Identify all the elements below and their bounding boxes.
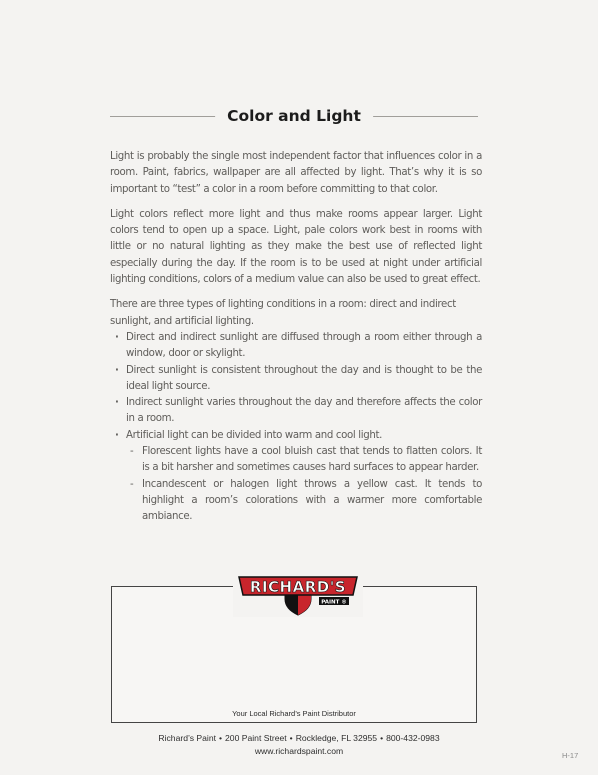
bullet-item: · Direct sunlight is consistent throughout the day and is thought to be the ideal light source.: [110, 363, 482, 396]
footer-separator: •: [219, 733, 223, 743]
article-body: [110, 149, 482, 526]
sub-bullet-item: - Florescent lights have a cool bluish cast that tends to flatten colors. It is a bit harsher and sometimes causes hard surfaces to appear harder.: [126, 444, 482, 477]
bullet-item: [110, 428, 482, 526]
title-banner: [110, 103, 478, 129]
bullet-item: · Direct and indirect sunlight are diffused through a room either through a window, door or skylight.: [110, 330, 482, 363]
footer-address: [0, 732, 598, 744]
paragraph-light-colors: Light colors reflect more light and thus make rooms appear larger. Light colors tend to open up a space. Light, pale colors work best in rooms with little or no natural lighting as they make the best use of reflected light especially during the day. If the room is to be used at night under artificial lighting conditions, colors of a medium value can also be used to great effect.: [110, 208, 482, 286]
paragraph-lighting-types: There are three types of lighting conditions in a room: direct and indirect sunlight, and artificial lighting.: [110, 299, 456, 327]
footer-separator: •: [289, 733, 293, 743]
footer-phone: 800-432-0983: [386, 733, 440, 743]
footer-city: Rockledge, FL 32955: [295, 733, 378, 743]
logo-brand-text: RICHARD'S: [249, 578, 347, 596]
artificial-light-sublist: [126, 444, 482, 525]
sub-bullet-item: - Incandescent or halogen light throws a yellow cast. It tends to highlight a room’s colorations with a warmer more comfortable ambiance.: [126, 477, 482, 526]
footer-street: 200 Paint Street: [225, 733, 287, 743]
logo-sub-text: PAINT ®: [321, 599, 347, 606]
footer-website: www.richardspaint.com: [254, 746, 344, 756]
footer-separator: •: [380, 733, 384, 743]
footer-company: Richard’s Paint: [158, 733, 217, 743]
page-number: H-17: [562, 751, 579, 760]
page-title: Color and Light: [215, 103, 373, 129]
dealer-caption: Your Local Richard’s Paint Distributor: [232, 709, 356, 718]
bullet-item: · Indirect sunlight varies throughout the day and therefore affects the color in a room.: [110, 395, 482, 428]
paragraph-intro: Light is probably the single most independent factor that influences color in a room. Paint, fabrics, wallpaper are all affected by light. That’s why it is so important to “test” a color in a room before committing to that color.: [110, 151, 482, 195]
richards-paint-logo: [233, 569, 363, 617]
bullet-text: Artificial light can be divided into warm and cool light.: [126, 429, 382, 441]
lighting-bullet-list: [110, 330, 482, 526]
